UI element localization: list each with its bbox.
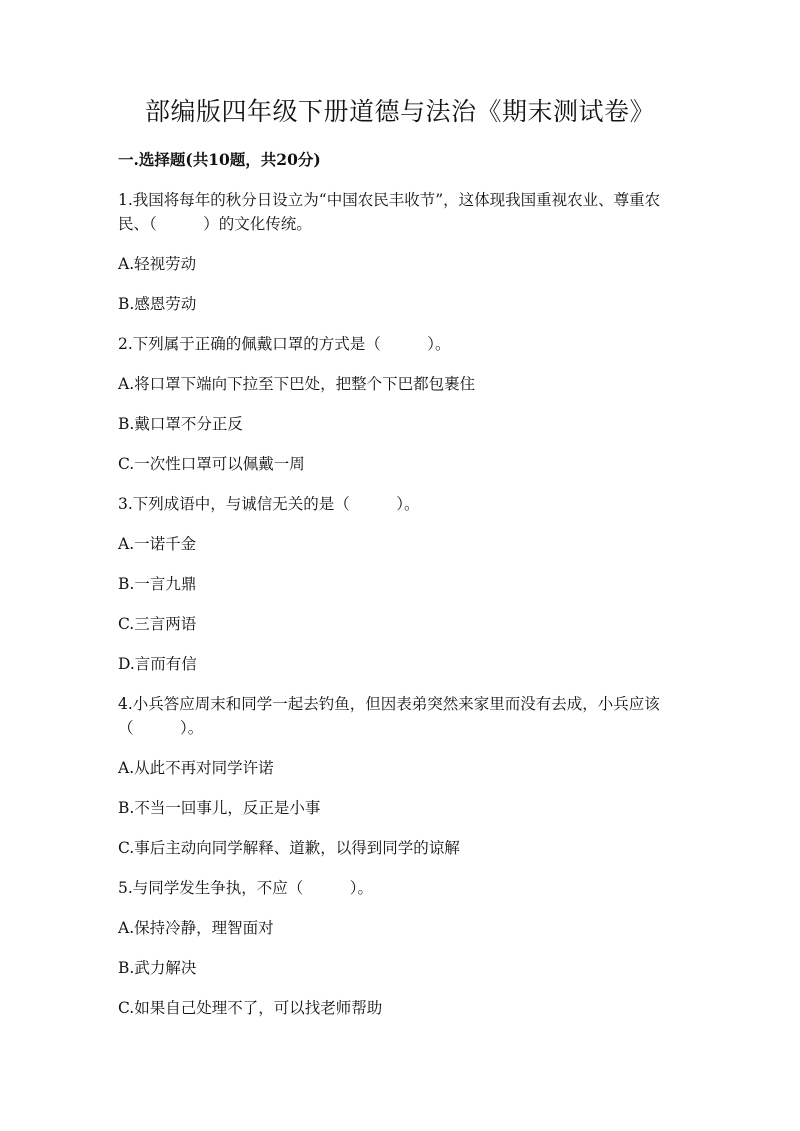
question-5 bbox=[118, 876, 682, 900]
question-4 bbox=[118, 692, 682, 740]
option-3b: B.一言九鼎 bbox=[118, 575, 197, 593]
option-2a: A.将口罩下端向下拉至下巴处，把整个下巴都包裹住 bbox=[118, 375, 476, 393]
question-stem: 1.我国将每年的秋分日设立为“中国农民丰收节”，这体现我国重视农业、尊重农民、（ ）的文化传统。 bbox=[118, 191, 661, 233]
question-1 bbox=[118, 188, 682, 236]
option-5c: C.如果自己处理不了，可以找老师帮助 bbox=[118, 999, 383, 1017]
question-list bbox=[118, 188, 682, 1020]
question-stem: 3.下列成语中，与诚信无关的是（ ）。 bbox=[118, 495, 420, 513]
question-2 bbox=[118, 332, 682, 356]
question-stem: 2.下列属于正确的佩戴口罩的方式是（ ）。 bbox=[118, 335, 451, 353]
option-5b: B.武力解决 bbox=[118, 959, 197, 977]
question-3 bbox=[118, 492, 682, 516]
option-1a: A.轻视劳动 bbox=[118, 255, 197, 273]
option-3a: A.一诺千金 bbox=[118, 535, 197, 553]
option-2c: C.一次性口罩可以佩戴一周 bbox=[118, 455, 305, 473]
option-4a: A.从此不再对同学许诺 bbox=[118, 759, 274, 777]
option-3d: D.言而有信 bbox=[118, 655, 197, 673]
section-heading: 一.选择题(共10题，共20分) bbox=[118, 150, 321, 169]
option-4b: B.不当一回事儿，反正是小事 bbox=[118, 799, 321, 817]
option-2b: B.戴口罩不分正反 bbox=[118, 415, 243, 433]
question-stem: 4.小兵答应周末和同学一起去钓鱼，但因表弟突然来家里而没有去成，小兵应该（ ）。 bbox=[118, 695, 660, 737]
option-5a: A.保持冷静，理智面对 bbox=[118, 919, 274, 937]
page-title: 部编版四年级下册道德与法治《期末测试卷》 bbox=[144, 97, 655, 126]
question-stem: 5.与同学发生争执，不应（ ）。 bbox=[118, 879, 374, 897]
option-1b: B.感恩劳动 bbox=[118, 295, 197, 313]
option-4c: C.事后主动向同学解释、道歉，以得到同学的谅解 bbox=[118, 839, 460, 857]
option-3c: C.三言两语 bbox=[118, 615, 197, 633]
